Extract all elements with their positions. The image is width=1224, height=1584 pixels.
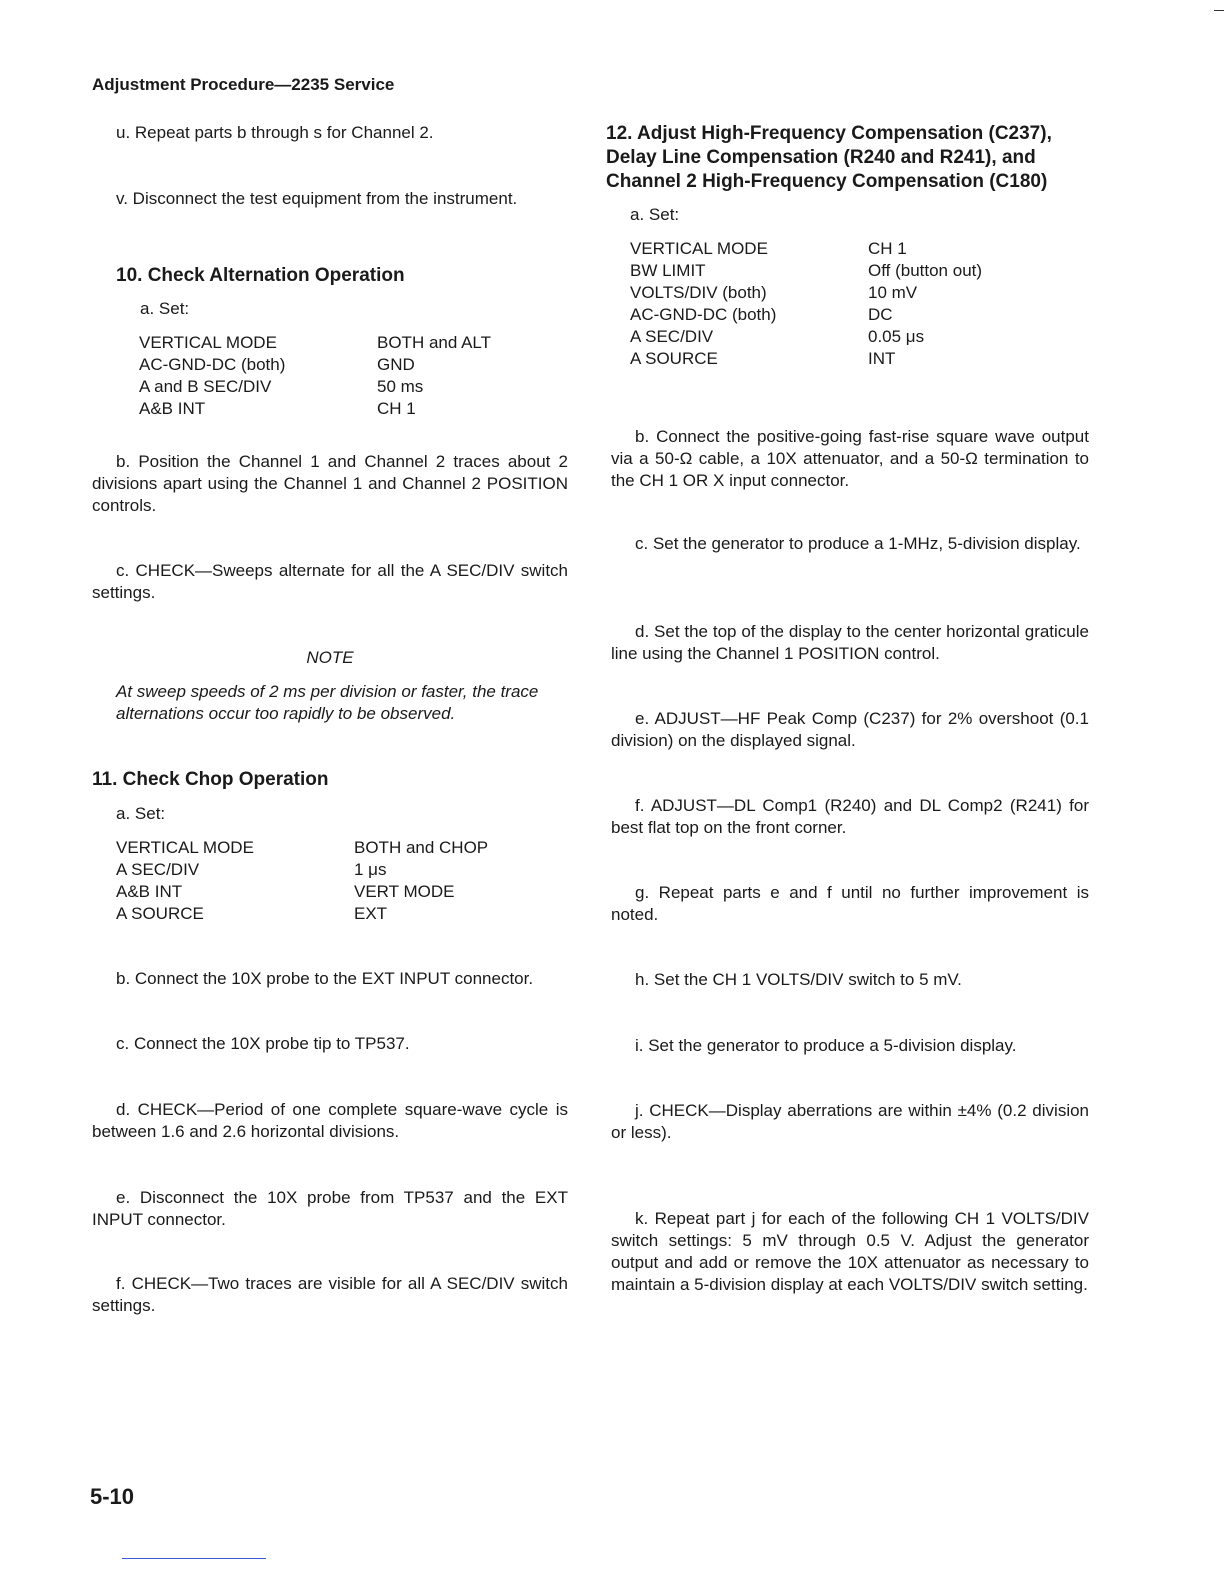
setting-row: AC-GND-DC (both) GND	[139, 355, 415, 374]
setting-row: AC-GND-DC (both) DC	[630, 305, 893, 324]
section-11-step-d: d. CHECK—Period of one complete square-wave cycle is between 1.6 and 2.6 horizontal divisions.	[92, 1100, 568, 1141]
section-10-set-label: a. Set:	[140, 299, 190, 318]
section-12-step-k: k. Repeat part j for each of the following CH 1 VOLTS/DIV switch settings: 5 mV through 0.5 V. Adjust the generator output and add or remove the 10X attenuator as necessary to maintain a 5-division display at each VOLTS/DIV switch setting.	[611, 1209, 1089, 1294]
section-12-step-h: h. Set the CH 1 VOLTS/DIV switch to 5 mV.	[635, 970, 962, 989]
note-text: At sweep speeds of 2 ms per division or faster, the trace alternations occur too rapidly to be observed.	[116, 682, 539, 723]
setting-row: A and B SEC/DIV 50 ms	[139, 377, 424, 396]
setting-row: A SEC/DIV 0.05 μs	[630, 327, 925, 346]
setting-row: VERTICAL MODE BOTH and ALT	[139, 333, 492, 352]
setting-row: A SOURCE INT	[630, 349, 896, 368]
section-11-step-f: f. CHECK—Two traces are visible for all A SEC/DIV switch settings.	[92, 1274, 568, 1315]
section-12-step-d: d. Set the top of the display to the center horizontal graticule line using the Channel 1 POSITION control.	[611, 622, 1089, 663]
section-12-step-e: e. ADJUST—HF Peak Comp (C237) for 2% overshoot (0.1 division) on the displayed signal.	[611, 709, 1089, 750]
section-10-title: 10. Check Alternation Operation	[116, 265, 405, 286]
section-11-set-label: a. Set:	[116, 804, 166, 823]
section-12-step-f: f. ADJUST—DL Comp1 (R240) and DL Comp2 (R241) for best flat top on the front corner.	[611, 796, 1089, 837]
right-column	[606, 0, 1089, 1584]
section-11-step-e: e. Disconnect the 10X probe from TP537 and the EXT INPUT connector.	[92, 1188, 568, 1229]
page-header: Adjustment Procedure—2235 Service	[92, 75, 395, 94]
section-10-step-b: b. Position the Channel 1 and Channel 2 traces about 2 divisions apart using the Channel 1 and Channel 2 POSITION controls.	[92, 452, 568, 515]
setting-row: BW LIMIT Off (button out)	[630, 261, 983, 280]
section-12-step-b: b. Connect the positive-going fast-rise square wave output via a 50-Ω cable, a 10X attenuator, and a 50-Ω termination to the CH 1 OR X input connector.	[611, 427, 1089, 490]
section-11-step-c: c. Connect the 10X probe tip to TP537.	[116, 1034, 410, 1053]
section-12-step-j: j. CHECK—Display aberrations are within ±4% (0.2 division or less).	[611, 1101, 1089, 1142]
note-title: NOTE	[306, 648, 354, 667]
setting-row: A SEC/DIV 1 μs	[116, 860, 387, 879]
section-11-title: 11. Check Chop Operation	[92, 769, 329, 790]
section-12-set-label: a. Set:	[630, 205, 680, 224]
setting-row: VERTICAL MODE BOTH and CHOP	[116, 838, 489, 857]
section-12-step-g: g. Repeat parts e and f until no further improvement is noted.	[611, 883, 1089, 924]
page-number: 5-10	[90, 1484, 135, 1509]
setting-row: A&B INT VERT MODE	[116, 882, 455, 901]
step-v: v. Disconnect the test equipment from the instrument.	[116, 189, 518, 208]
section-12-step-c: c. Set the generator to produce a 1-MHz, 5-division display.	[635, 534, 1081, 553]
setting-row: A SOURCE EXT	[116, 904, 388, 923]
corner-mark	[1214, 10, 1224, 11]
bottom-rule	[122, 1558, 266, 1559]
section-10-step-c: c. CHECK—Sweeps alternate for all the A SEC/DIV switch settings.	[92, 561, 568, 602]
setting-row: VERTICAL MODE CH 1	[630, 239, 907, 258]
setting-row: A&B INT CH 1	[139, 399, 416, 418]
setting-row: VOLTS/DIV (both) 10 mV	[630, 283, 918, 302]
section-12-step-i: i. Set the generator to produce a 5-division display.	[635, 1036, 1017, 1055]
step-u: u. Repeat parts b through s for Channel 2.	[116, 123, 434, 142]
left-column	[92, 0, 568, 1584]
section-12-title: 12. Adjust High-Frequency Compensation (C237), Delay Line Compensation (R240 and R241), and Channel 2 High-Frequency Compensation (C180)	[606, 123, 1052, 192]
section-11-step-b: b. Connect the 10X probe to the EXT INPUT connector.	[116, 969, 534, 988]
